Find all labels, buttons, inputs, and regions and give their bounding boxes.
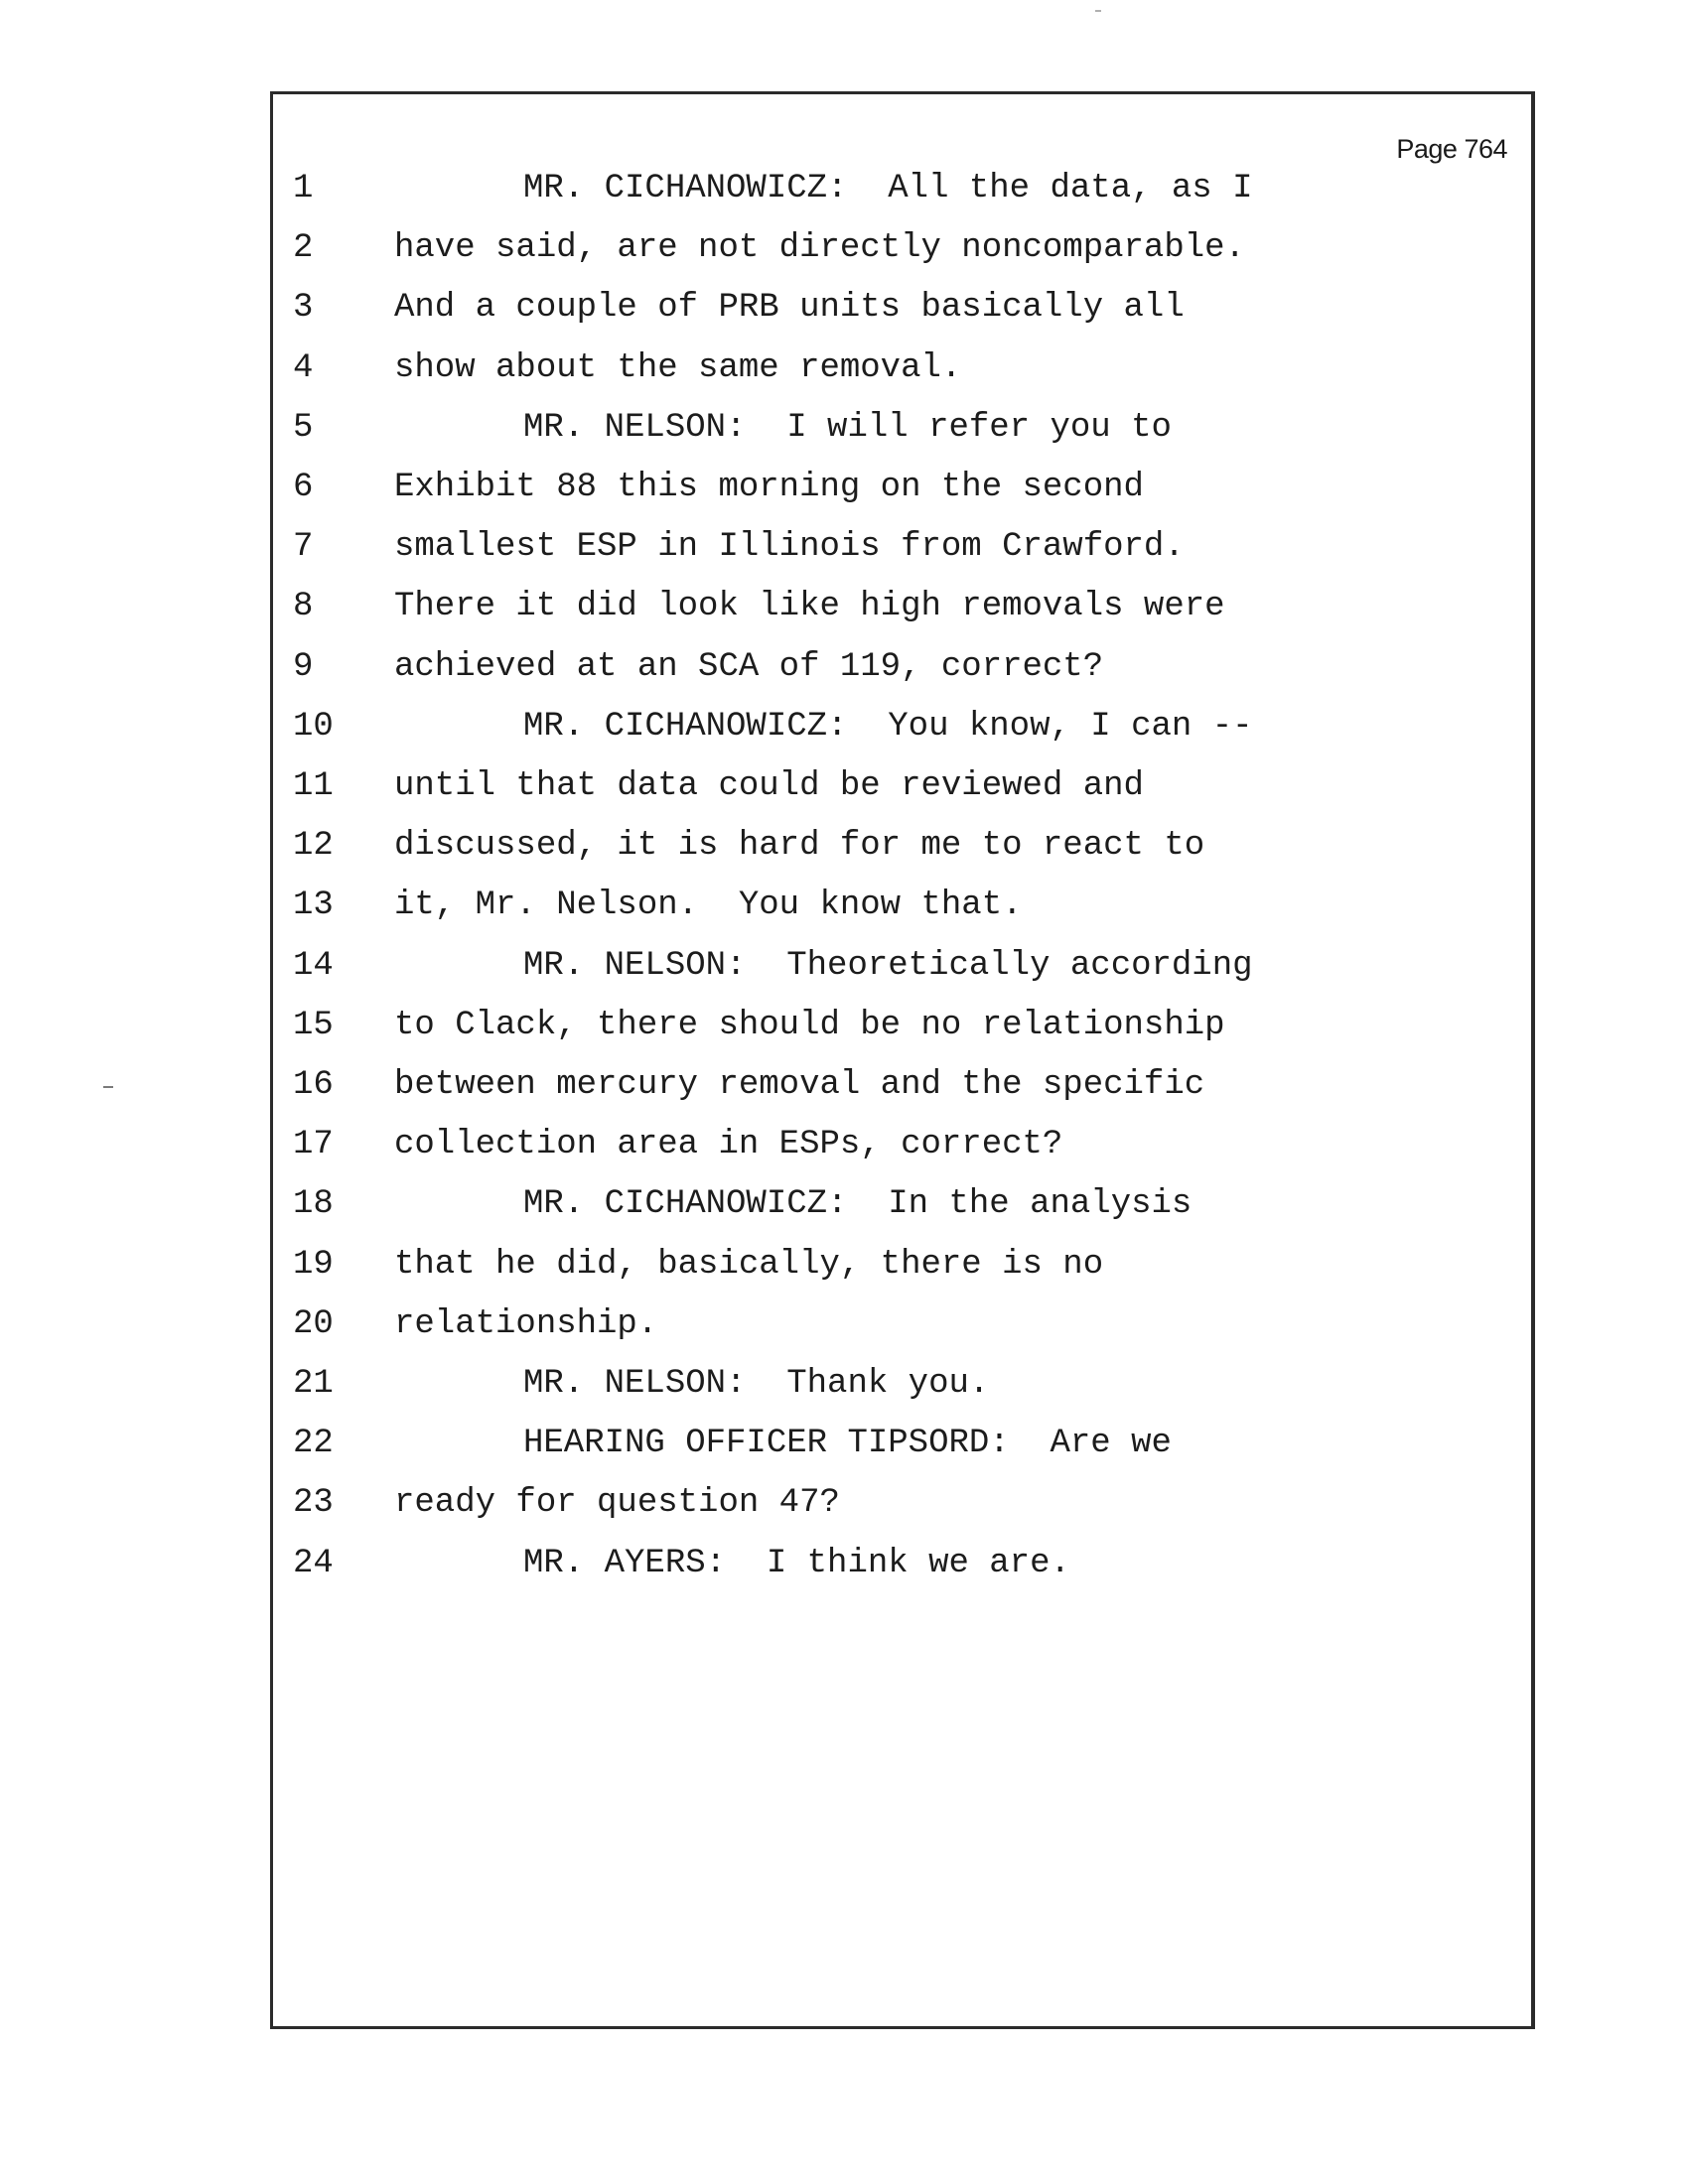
line-number: 9: [293, 647, 314, 686]
transcript-page-frame: [270, 91, 1535, 2029]
line-text: MR. NELSON: Theoretically according: [523, 946, 1253, 985]
transcript-line: [273, 637, 1531, 697]
line-text: Exhibit 88 this morning on the second: [394, 469, 1144, 506]
line-number: 16: [293, 1066, 334, 1104]
line-text: There it did look like high removals were: [394, 588, 1225, 626]
line-text: smallest ESP in Illinois from Crawford.: [394, 528, 1185, 567]
transcript-line: [273, 398, 1531, 458]
line-number: 22: [293, 1425, 334, 1463]
line-text: ready for question 47?: [394, 1484, 840, 1523]
line-text: MR. CICHANOWICZ: In the analysis: [523, 1185, 1193, 1224]
transcript-line: [273, 1235, 1531, 1295]
line-number: 24: [293, 1544, 334, 1582]
transcript-line: [273, 278, 1531, 338]
transcript-line: [273, 1174, 1531, 1234]
transcript-line: [273, 339, 1531, 398]
line-number: 3: [293, 289, 314, 328]
transcript-line: [273, 756, 1531, 816]
transcript-line: [273, 1115, 1531, 1174]
scan-artifact: [1095, 10, 1101, 12]
line-number: 13: [293, 887, 334, 925]
line-number: 7: [293, 528, 314, 567]
line-text: MR. NELSON: Thank you.: [523, 1365, 990, 1403]
line-number: 4: [293, 348, 314, 387]
transcript-line: [273, 458, 1531, 517]
transcript-line: [273, 936, 1531, 996]
line-number: 20: [293, 1304, 334, 1343]
line-text: And a couple of PRB units basically all: [394, 289, 1185, 328]
line-text: MR. CICHANOWICZ: You know, I can --: [523, 707, 1253, 746]
line-text: have said, are not directly noncomparable.: [394, 229, 1245, 268]
line-text: discussed, it is hard for me to react to: [394, 827, 1205, 866]
transcript-line: [273, 697, 1531, 756]
line-number: 6: [293, 469, 314, 506]
line-text: to Clack, there should be no relationship: [394, 1006, 1225, 1044]
line-number: 19: [293, 1245, 334, 1284]
line-text: it, Mr. Nelson. You know that.: [394, 887, 1023, 925]
line-number: 10: [293, 707, 334, 746]
line-text: MR. CICHANOWICZ: All the data, as I: [523, 170, 1253, 207]
line-text: show about the same removal.: [394, 348, 962, 387]
line-text: MR. AYERS: I think we are.: [523, 1544, 1070, 1582]
scan-margin-mark: [103, 1086, 113, 1088]
transcript-line: [273, 1295, 1531, 1354]
line-number: 8: [293, 588, 314, 626]
line-number: 18: [293, 1185, 334, 1224]
transcript-line: [273, 1534, 1531, 1593]
line-number: 12: [293, 827, 334, 866]
line-text: MR. NELSON: I will refer you to: [523, 408, 1172, 447]
line-text: between mercury removal and the specific: [394, 1066, 1205, 1104]
line-text: HEARING OFFICER TIPSORD: Are we: [523, 1425, 1172, 1463]
line-text: that he did, basically, there is no: [394, 1245, 1104, 1284]
transcript-line: [273, 1414, 1531, 1473]
transcript-line: [273, 517, 1531, 577]
line-number: 11: [293, 767, 334, 805]
line-text: collection area in ESPs, correct?: [394, 1126, 1063, 1164]
transcript-line: [273, 159, 1531, 218]
transcript-line: [273, 1473, 1531, 1533]
line-text: achieved at an SCA of 119, correct?: [394, 647, 1104, 686]
line-number: 2: [293, 229, 314, 268]
transcript-line: [273, 996, 1531, 1055]
transcript-line: [273, 816, 1531, 876]
transcript-line: [273, 577, 1531, 636]
transcript-line: [273, 1354, 1531, 1414]
line-number: 1: [293, 170, 314, 207]
line-number: 15: [293, 1006, 334, 1044]
transcript-line: [273, 218, 1531, 278]
line-text: until that data could be reviewed and: [394, 767, 1144, 805]
line-number: 23: [293, 1484, 334, 1523]
transcript-line: [273, 1055, 1531, 1115]
line-number: 5: [293, 408, 314, 447]
line-text: relationship.: [394, 1304, 658, 1343]
line-number: 21: [293, 1365, 334, 1403]
page-number: Page 764: [1396, 134, 1507, 164]
transcript-line: [273, 876, 1531, 935]
line-number: 17: [293, 1126, 334, 1164]
line-number: 14: [293, 946, 334, 985]
transcript-body: [273, 94, 1531, 2026]
